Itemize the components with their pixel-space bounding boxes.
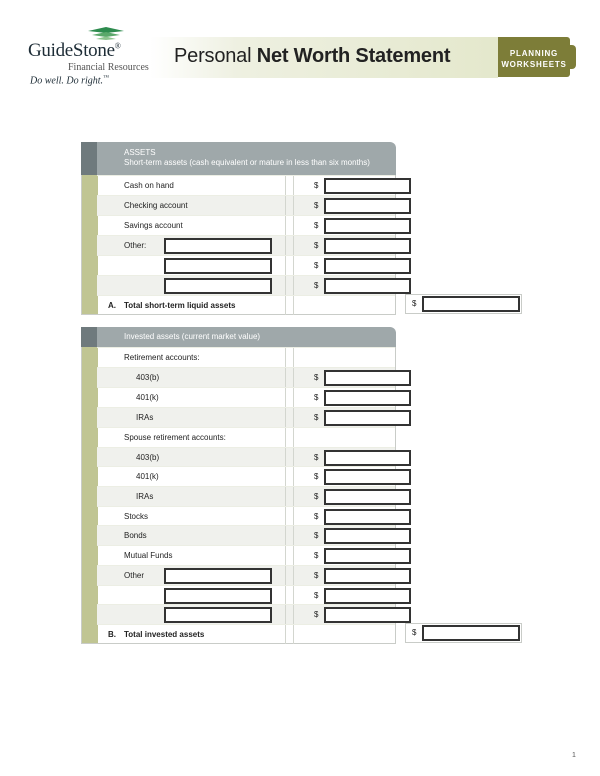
stocks-input[interactable] [324,509,411,525]
other-description-input[interactable] [164,258,272,274]
currency-sign: $ [314,221,319,230]
total-short-term-box [405,294,522,314]
page-number: 1 [572,752,576,759]
invested-heading: Invested assets (current market value) [124,332,261,341]
bonds-input[interactable] [324,528,411,544]
total-letter: B. [108,630,116,639]
form-row [97,427,395,447]
row-label: Spouse retirement accounts: [124,433,226,442]
section-header [81,327,396,347]
row-label: IRAs [136,413,154,422]
form-row [97,565,395,585]
currency-sign: $ [314,201,319,210]
currency-sign: $ [314,413,319,422]
form-row [97,347,395,367]
form-row [97,604,395,624]
form-row [97,275,395,295]
other-description-input[interactable] [164,588,272,604]
currency-sign: $ [314,492,319,501]
form-row [97,195,395,215]
total-label: Total invested assets [124,630,205,639]
logo-name: GuideStone® [28,40,121,61]
logo-subtitle: Financial Resources [68,62,149,73]
currency-sign: $ [314,281,319,290]
form-row [97,387,395,407]
logo-mark-icon [86,26,126,40]
total-row [97,624,395,644]
assets-heading: ASSETS [124,148,156,157]
row-label: Retirement accounts: [124,353,200,362]
total-invested-input[interactable] [422,625,520,641]
currency-sign: $ [314,181,319,190]
checking-account-input[interactable] [324,198,411,214]
other-amount-input[interactable] [324,258,411,274]
currency-sign: $ [314,591,319,600]
row-label: 403(b) [136,373,160,382]
form-row [97,447,395,467]
currency-sign: $ [314,241,319,250]
row-label: Other: [124,241,147,250]
other-description-input[interactable] [164,238,272,254]
currency-sign: $ [314,453,319,462]
total-short-term-input[interactable] [422,296,520,312]
row-label: Other [124,571,145,580]
currency-sign: $ [314,551,319,560]
total-row [97,295,395,315]
row-label: Cash on hand [124,181,174,190]
retirement-ira-input[interactable] [324,410,411,426]
other-amount-input[interactable] [324,238,411,254]
other-amount-input[interactable] [324,278,411,294]
section-header-marker [81,142,97,175]
currency-sign: $ [314,571,319,580]
row-label: 403(b) [136,453,160,462]
other-description-input[interactable] [164,568,272,584]
form-row [97,545,395,565]
currency-sign: $ [314,261,319,270]
spouse-403b-input[interactable] [324,450,411,466]
form-row [97,525,395,545]
row-label: Checking account [124,201,188,210]
total-label: Total short-term liquid assets [124,301,236,310]
retirement-401k-input[interactable] [324,390,411,406]
logo-tagline: Do well. Do right.™ [30,75,109,87]
currency-sign: $ [314,472,319,481]
form-row [97,585,395,605]
spouse-ira-input[interactable] [324,489,411,505]
row-label: Savings account [124,221,183,230]
form-row [97,466,395,486]
currency-sign: $ [314,373,319,382]
savings-account-input[interactable] [324,218,411,234]
other-description-input[interactable] [164,278,272,294]
other-amount-input[interactable] [324,607,411,623]
assets-subheading: Short-term assets (cash equivalent or mature in less than six months) [124,158,370,167]
form-row [97,407,395,427]
other-amount-input[interactable] [324,568,411,584]
form-row [97,506,395,526]
page-title: Personal Net Worth Statement [174,45,451,67]
other-description-input[interactable] [164,607,272,623]
currency-sign: $ [314,610,319,619]
total-letter: A. [108,301,116,310]
currency-sign: $ [314,531,319,540]
section-stripe [82,175,98,314]
row-label: IRAs [136,492,154,501]
tab-label: PLANNING WORKSHEETS [501,49,567,69]
row-label: Mutual Funds [124,551,173,560]
mutual-funds-input[interactable] [324,548,411,564]
currency-sign: $ [412,299,417,308]
currency-sign: $ [314,393,319,402]
row-label: 401(k) [136,393,159,402]
section-header-marker [81,327,97,347]
spouse-401k-input[interactable] [324,469,411,485]
form-row [97,235,395,255]
row-label: 401(k) [136,472,159,481]
retirement-403b-input[interactable] [324,370,411,386]
currency-sign: $ [314,512,319,521]
total-invested-box [405,623,522,643]
row-label: Bonds [124,531,147,540]
form-row [97,486,395,506]
form-row [97,367,395,387]
section-header [81,142,396,175]
row-label: Stocks [124,512,149,521]
form-row [97,255,395,275]
currency-sign: $ [412,628,417,637]
section-stripe [82,347,98,643]
form-row [97,175,395,195]
cash-on-hand-input[interactable] [324,178,411,194]
form-row [97,215,395,235]
other-amount-input[interactable] [324,588,411,604]
